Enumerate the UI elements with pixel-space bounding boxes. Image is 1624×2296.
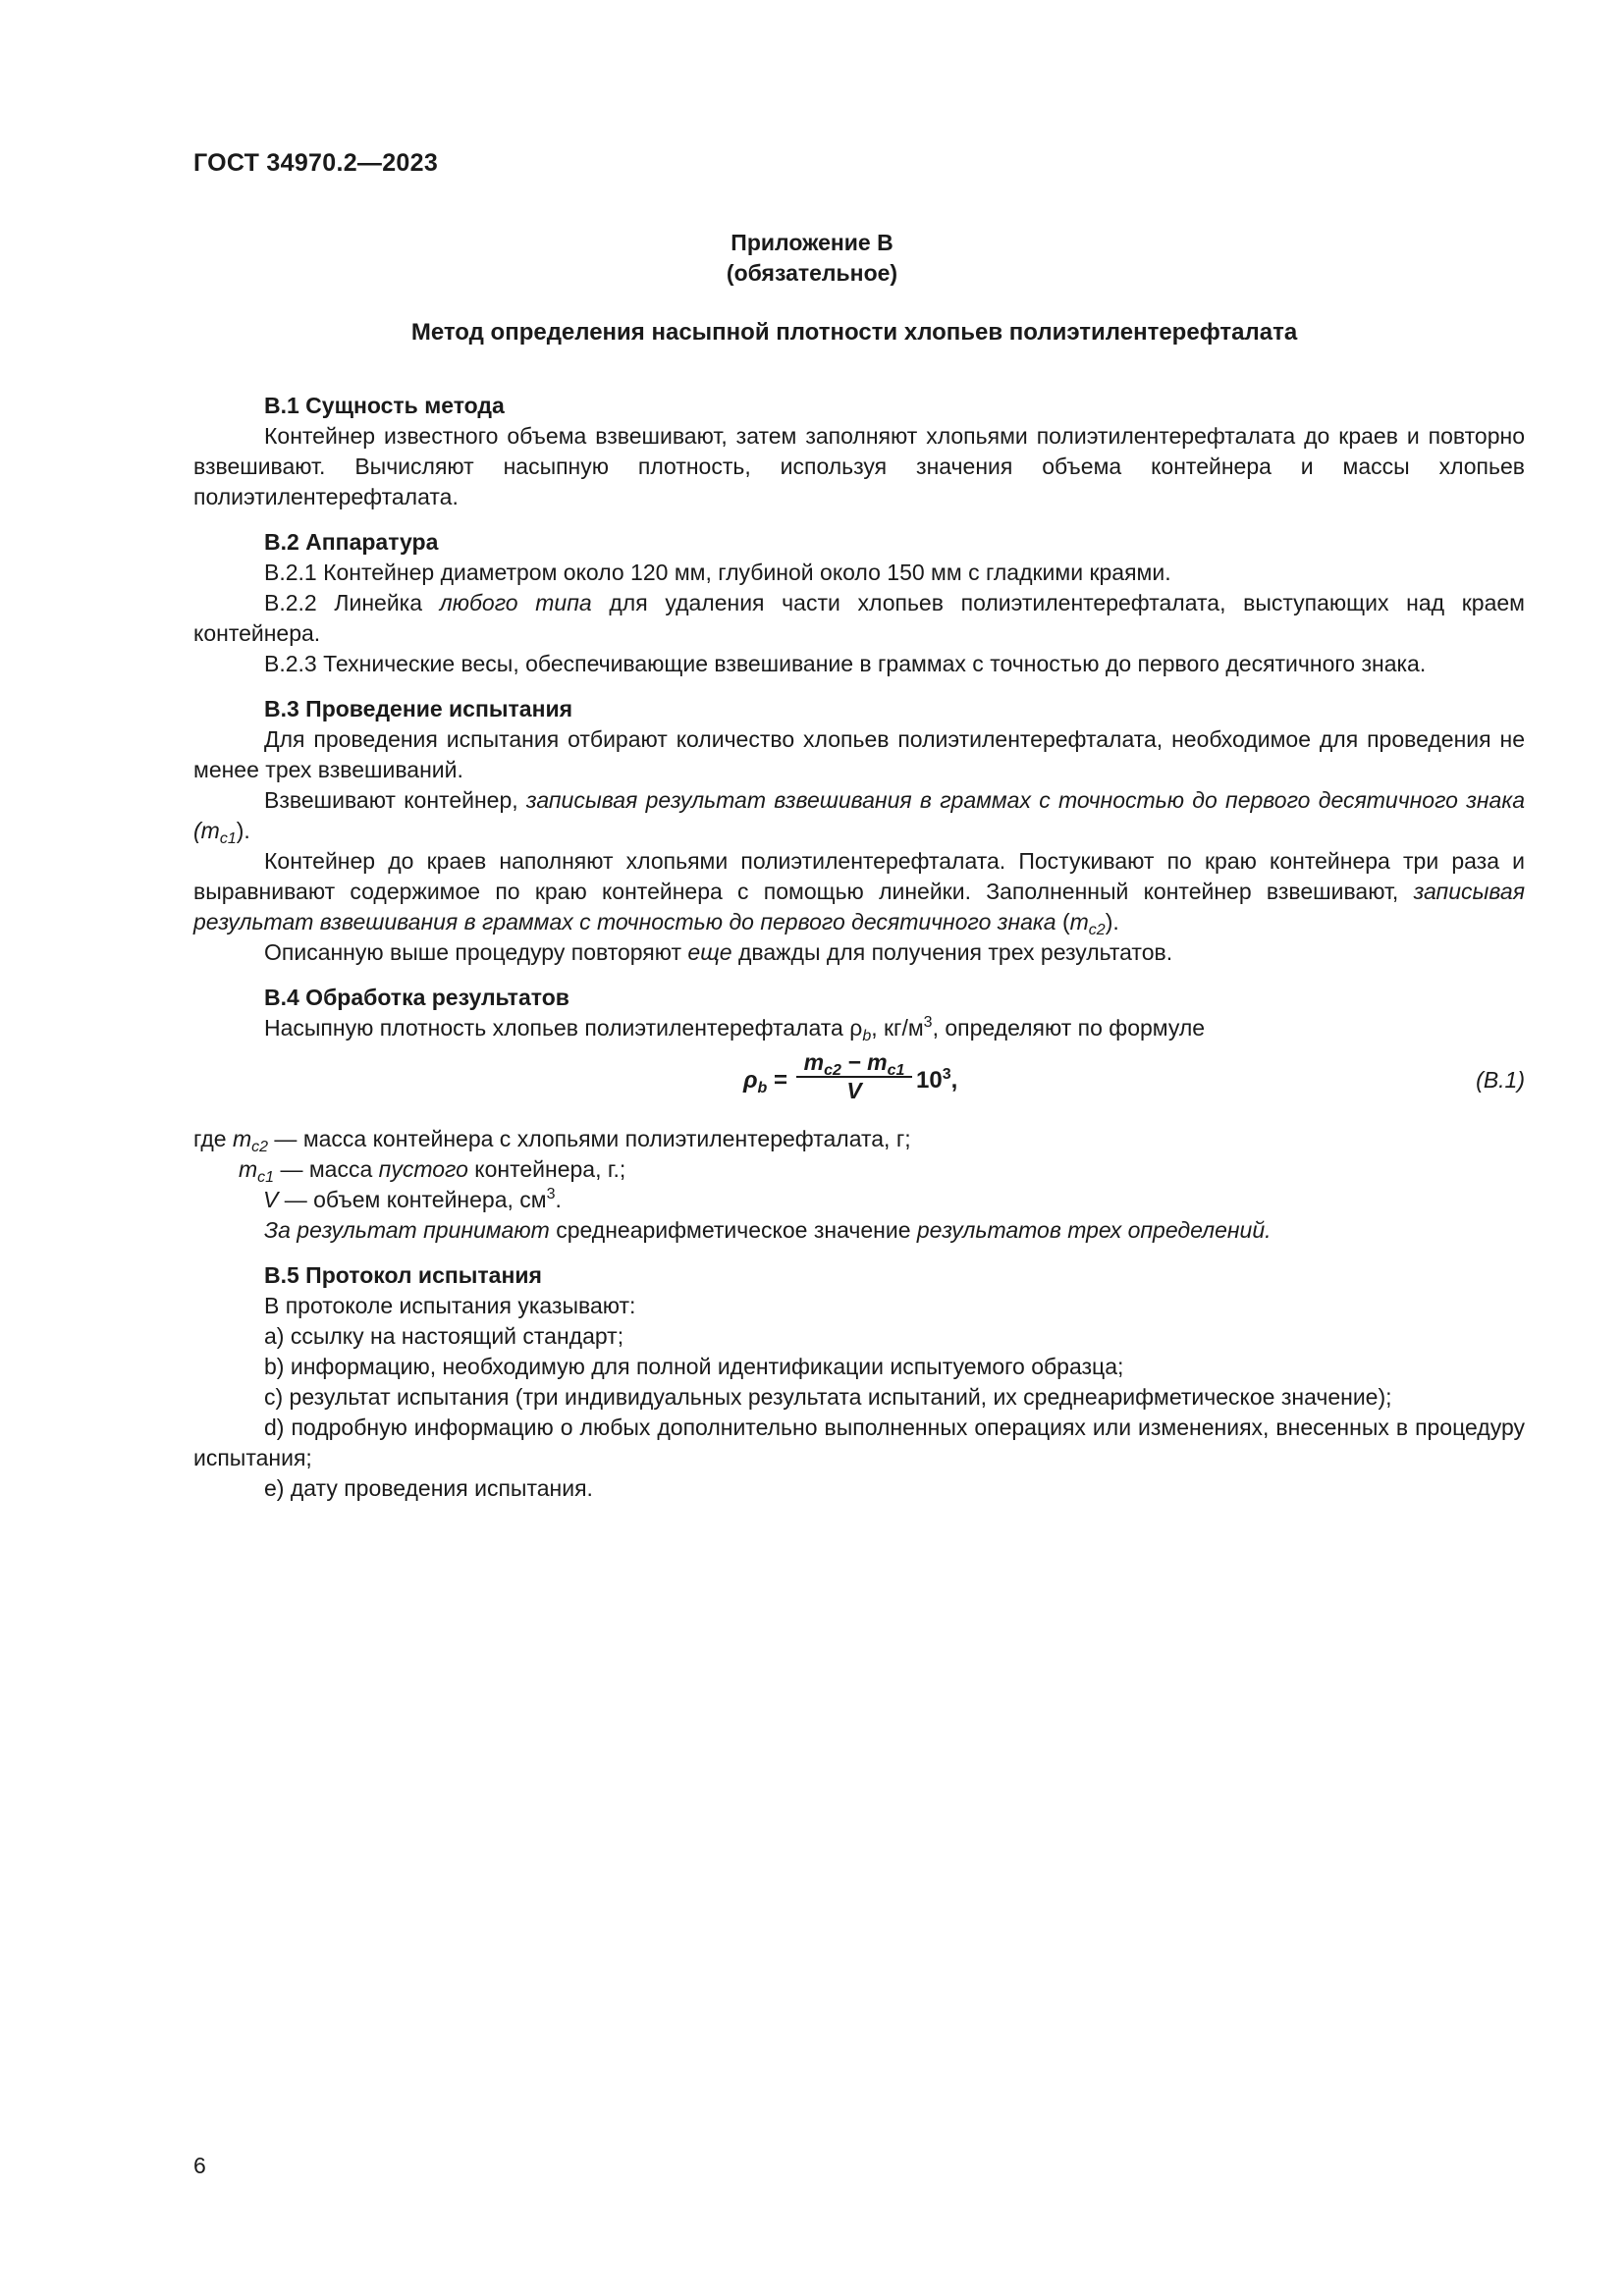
subscript: c1 (887, 1062, 905, 1079)
text-run: Контейнер до краев наполняют хлопьями полиэтилентерефталата. Постукивают по краю контейнера три раза и выравнивают содержимое по краю контейнера с помощью линейки. Заполненный контейнер взвешивают, (193, 848, 1525, 904)
document-title: Метод определения насыпной плотности хлопьев полиэтилентерефталата (410, 319, 1298, 346)
paragraph (193, 588, 1525, 649)
symbol-m: m (803, 1049, 825, 1075)
comma: , (950, 1067, 958, 1094)
power-base: 10 (916, 1067, 943, 1094)
formula-fraction (796, 1049, 912, 1104)
text-run: где (193, 1126, 233, 1151)
paragraph: В.2.1 Контейнер диаметром около 120 мм, глубиной около 150 мм с гладкими краями. (264, 560, 1171, 585)
equals-sign: = (767, 1067, 787, 1094)
paragraph (193, 1215, 1525, 1246)
annex-heading (0, 228, 1624, 289)
text-run: , кг/м (871, 1015, 924, 1041)
text-run: — масса контейнера с хлопьями полиэтилентерефталата, г; (268, 1126, 911, 1151)
italic-text: пустого (378, 1156, 468, 1182)
section-heading-b1: В.1 Сущность метода (264, 393, 505, 418)
subscript: c2 (1088, 922, 1106, 938)
paragraph (193, 846, 1525, 937)
formula-b1 (193, 1049, 1525, 1110)
text-run: контейнера, г.; (467, 1156, 626, 1182)
text-run: ( (1056, 909, 1070, 934)
symbol-m: m (239, 1156, 258, 1182)
symbol-m: m (200, 818, 220, 843)
annex-status: (обязательное) (726, 260, 898, 286)
subscript: c2 (824, 1062, 841, 1079)
symbol-m: m (232, 1126, 252, 1151)
definition-line (193, 1124, 1525, 1154)
formula-number: (В.1) (1476, 1067, 1525, 1093)
section-heading-b4: В.4 Обработка результатов (264, 985, 569, 1010)
text-run: . (555, 1187, 562, 1212)
section-heading-b3: В.3 Проведение испытания (264, 696, 573, 721)
symbol-v: V (263, 1187, 279, 1212)
subscript: c2 (251, 1139, 269, 1155)
list-item: с) результат испытания (три индивидуальных результата испытаний, их среднеарифметическое значение); (264, 1384, 1392, 1410)
text-run: Насыпную плотность хлопьев полиэтилентерефталата ρ (264, 1015, 863, 1041)
text-run: — масса (274, 1156, 379, 1182)
italic-text: результатов трех определений. (916, 1217, 1272, 1243)
paragraph: В.2.3 Технические весы, обеспечивающие взвешивание в граммах с точностью до первого десятичного знака. (264, 651, 1427, 676)
fraction-numerator (796, 1049, 912, 1078)
text-run: дважды для получения трех результатов. (731, 939, 1173, 965)
formula-definitions (193, 1124, 1525, 1215)
italic-text: записывая результат взвешивания в граммах с точностью до первого десятичного знака (193, 879, 1525, 934)
formula-power (916, 1065, 957, 1095)
subscript: b (757, 1080, 768, 1096)
list-item: а) ссылку на настоящий стандарт; (264, 1323, 624, 1349)
text-run: ). (236, 818, 250, 843)
paragraph: Контейнер известного объема взвешивают, затем заполняют хлопьями полиэтилентерефталата до краев и повторно взвешивают. Вычисляют насыпную плотность, используя значения объема контейнера и массы хлопьев полиэтилентерефталата. (193, 423, 1525, 509)
paragraph (193, 1013, 1525, 1043)
definition-line (193, 1154, 1525, 1185)
formula-lhs (743, 1065, 787, 1095)
section-heading-b2: В.2 Аппаратура (264, 529, 439, 555)
paragraph: В протоколе испытания указывают: (264, 1293, 636, 1318)
italic-text: За результат принимают (264, 1217, 550, 1243)
text-run: Описанную выше процедуру повторяют (264, 939, 688, 965)
text-run: , определяют по формуле (932, 1015, 1206, 1041)
section-heading-b5: В.5 Протокол испытания (264, 1262, 542, 1288)
annex-title: Приложение В (731, 230, 893, 255)
document-body (193, 391, 1525, 1504)
text-run: Взвешивают контейнер, (264, 787, 526, 813)
document-code: ГОСТ 34970.2—2023 (193, 149, 439, 177)
symbol-rho: ρ (743, 1067, 758, 1094)
list-item: е) дату проведения испытания. (264, 1475, 593, 1501)
paragraph (193, 785, 1525, 846)
superscript: 3 (546, 1186, 556, 1202)
subscript: c1 (219, 830, 237, 847)
superscript: 3 (923, 1014, 933, 1031)
paragraph (193, 937, 1525, 968)
definition-line (193, 1185, 1525, 1215)
symbol-v: V (846, 1078, 862, 1103)
fraction-denominator (796, 1078, 912, 1104)
text-run: среднеарифметическое значение (549, 1217, 917, 1243)
symbol-m: m (1069, 909, 1089, 934)
text-run: для удаления части хлопьев полиэтилентерефталата, выступающих над краем контейнера. (193, 590, 1525, 646)
italic-text: любого типа (439, 590, 592, 615)
superscript: 3 (942, 1066, 951, 1083)
page-number: 6 (193, 2153, 206, 2178)
italic-text: записывая результат взвешивания в граммах с точностью до первого десятичного знака ( (193, 787, 1525, 843)
text-run: — объем контейнера, см (278, 1187, 547, 1212)
paragraph: Для проведения испытания отбирают количество хлопьев полиэтилентерефталата, необходимое для проведения не менее трех взвешиваний. (193, 726, 1525, 782)
subscript: b (862, 1028, 872, 1044)
symbol-m: − m (840, 1049, 888, 1075)
italic-text: еще (687, 939, 732, 965)
subscript: c1 (257, 1169, 275, 1186)
text-run: ). (1105, 909, 1119, 934)
list-item: b) информацию, необходимую для полной идентификации испытуемого образца; (264, 1354, 1124, 1379)
list-item: d) подробную информацию о любых дополнительно выполненных операциях или изменениях, внесенных в процедуру испытания; (193, 1415, 1525, 1470)
text-run: В.2.2 Линейка (264, 590, 440, 615)
